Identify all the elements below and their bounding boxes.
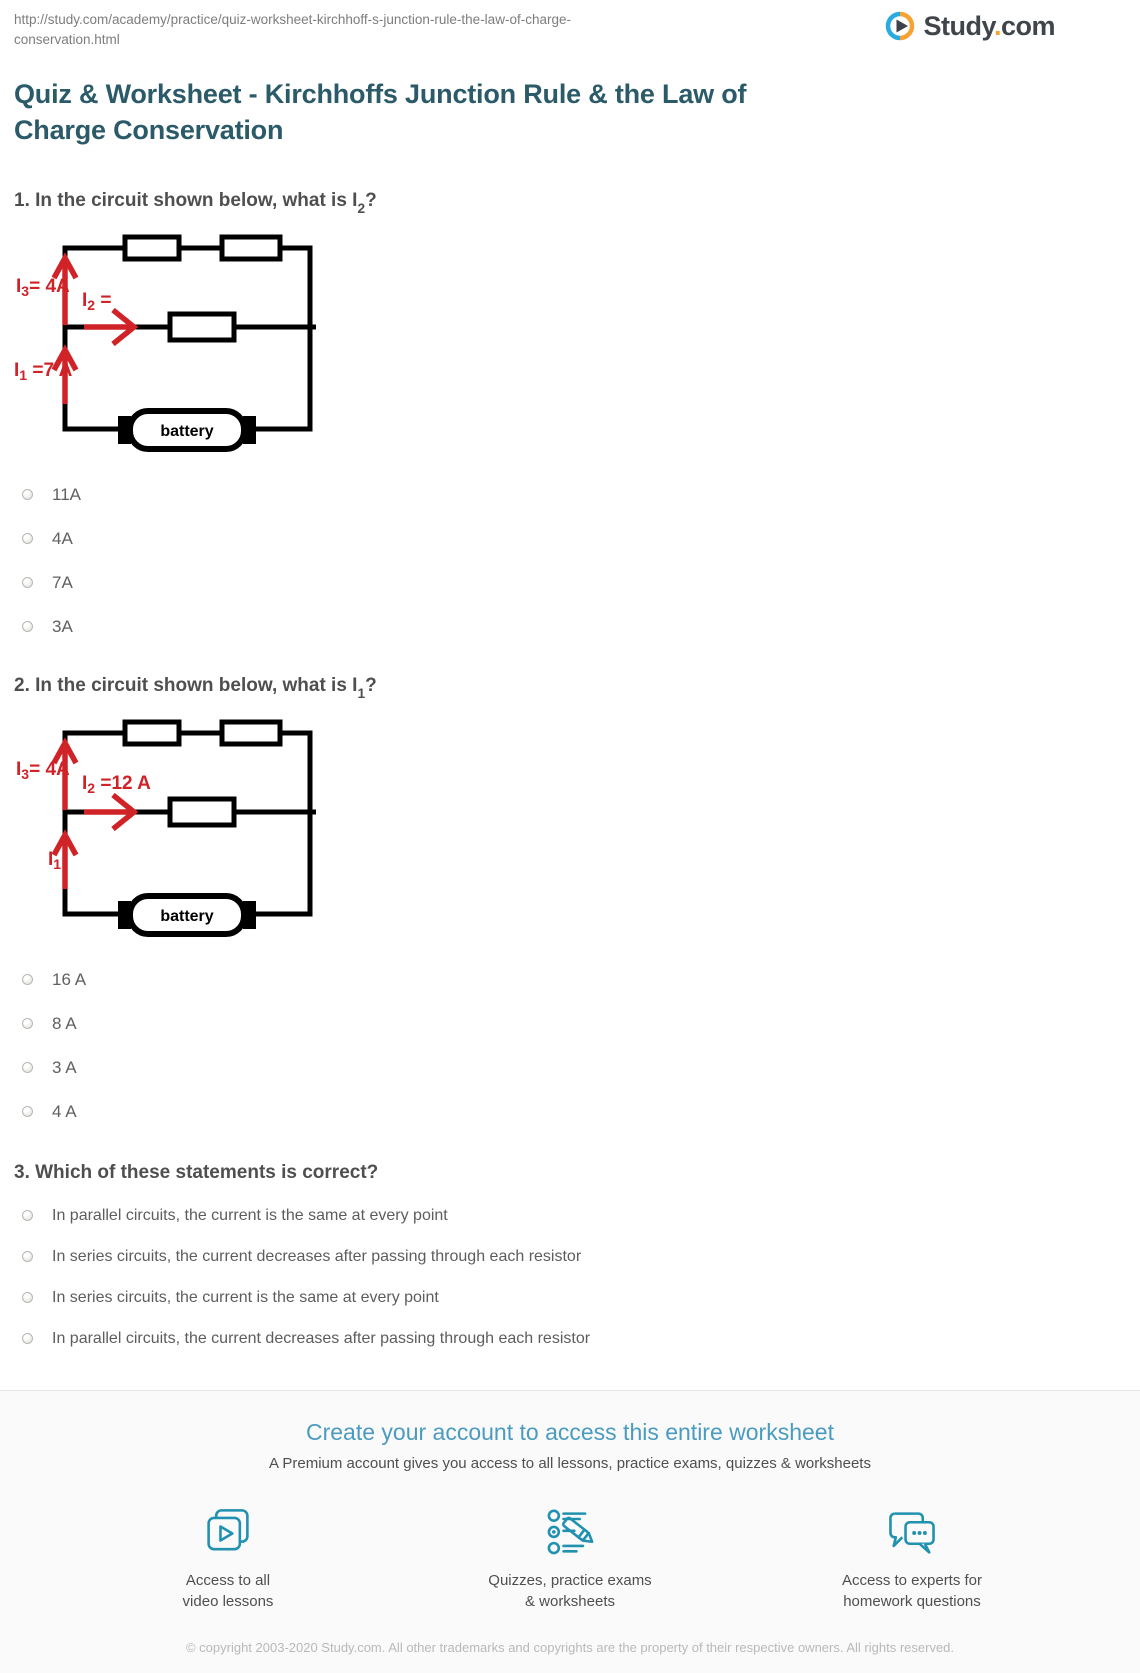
- circuit-diagram-q2: [12, 713, 347, 948]
- radio-button[interactable]: [22, 621, 33, 632]
- option-row[interactable]: [22, 958, 1140, 1002]
- option-row[interactable]: [22, 561, 1140, 605]
- resistor-icon: [125, 237, 179, 259]
- label-i2: $I_2$ =: [82, 289, 112, 313]
- option-row[interactable]: [22, 1002, 1140, 1046]
- radio-button[interactable]: [22, 1018, 33, 1029]
- option-row[interactable]: [22, 1318, 1140, 1359]
- option-label[interactable]: 4A: [52, 528, 73, 548]
- signup-subheading: A Premium account gives you access to all lessons, practice exams, quizzes & worksheets: [269, 1455, 871, 1473]
- resistor-icon: [222, 237, 280, 259]
- feature-expert-help: [812, 1504, 1012, 1612]
- page-header: [0, 0, 1140, 52]
- option-label[interactable]: In parallel circuits, the current is the same at every point: [52, 1206, 448, 1224]
- signup-section: [0, 1390, 1140, 1673]
- option-label[interactable]: 3 A: [52, 1057, 77, 1077]
- option-row[interactable]: [22, 1236, 1140, 1277]
- label-i1: $I_1$: [48, 848, 62, 872]
- studycom-logo[interactable]: [885, 10, 1055, 42]
- option-label[interactable]: 11A: [52, 484, 81, 504]
- feature-label: Access to experts for homework questions: [841, 1572, 983, 1611]
- option-row[interactable]: [22, 473, 1140, 517]
- page-title: Quiz & Worksheet - Kirchhoffs Junction Rule & the Law of Charge Conservation: [14, 79, 747, 145]
- video-lessons-icon: [200, 1505, 256, 1561]
- radio-button[interactable]: [22, 489, 33, 500]
- option-row[interactable]: [22, 517, 1140, 561]
- quizzes-worksheets-icon: [542, 1505, 598, 1561]
- label-i3: $I_3= 4A$: [16, 275, 70, 299]
- question-1-heading: 1. In the circuit shown below, what is $I_2$?: [14, 190, 377, 217]
- resistor-icon: [125, 722, 179, 744]
- battery-label: battery: [160, 907, 214, 925]
- signup-heading[interactable]: Create your account to access this entire worksheet: [306, 1419, 834, 1446]
- radio-button[interactable]: [22, 1210, 33, 1221]
- battery-icon: [118, 896, 256, 934]
- radio-button[interactable]: [22, 1292, 33, 1303]
- option-label[interactable]: 7A: [52, 572, 73, 592]
- battery-icon: [118, 411, 256, 449]
- option-label[interactable]: In series circuits, the current is the same at every point: [52, 1288, 439, 1306]
- radio-button[interactable]: [22, 974, 33, 985]
- resistor-icon: [170, 799, 234, 825]
- question-3-options: [0, 1195, 1140, 1359]
- feature-list: [0, 1504, 1140, 1612]
- option-row[interactable]: [22, 1046, 1140, 1090]
- option-row[interactable]: [22, 1090, 1140, 1134]
- play-circle-icon: [885, 10, 917, 42]
- resistor-icon: [222, 722, 280, 744]
- feature-video-lessons: [128, 1504, 328, 1612]
- option-label[interactable]: 16 A: [52, 969, 87, 989]
- copyright-text: © copyright 2003-2020 Study.com. All other trademarks and copyrights are the property of their respective owners. All rights reserved.: [185, 1640, 955, 1656]
- option-label[interactable]: 3A: [52, 616, 73, 636]
- option-label[interactable]: 8 A: [52, 1013, 77, 1033]
- page-url: http://study.com/academy/practice/quiz-worksheet-kirchhoff-s-junction-rule-the-law-of-charge- conservation.html: [14, 12, 571, 47]
- question-3-heading: 3. Which of these statements is correct?: [14, 1161, 379, 1183]
- page-footer: [0, 1638, 1140, 1658]
- circuit-diagram-q1: [12, 228, 347, 463]
- radio-button[interactable]: [22, 533, 33, 544]
- resistor-icon: [170, 314, 234, 340]
- question-1-options: [0, 473, 1140, 649]
- option-row[interactable]: [22, 1195, 1140, 1236]
- battery-label: battery: [160, 422, 214, 440]
- radio-button[interactable]: [22, 1251, 33, 1262]
- label-i2: $I_2 =12$ A: [82, 772, 151, 796]
- feature-quizzes-worksheets: [470, 1504, 670, 1612]
- question-2-options: [0, 958, 1140, 1134]
- label-i1: $I_1 =7$ A: [14, 359, 73, 383]
- feature-label: Quizzes, practice exams & worksheets: [488, 1572, 652, 1611]
- radio-button[interactable]: [22, 577, 33, 588]
- feature-label: Access to all video lessons: [182, 1572, 274, 1611]
- experts-chat-icon: [884, 1505, 940, 1561]
- option-row[interactable]: [22, 605, 1140, 649]
- logo-text: Study.com: [923, 10, 1055, 41]
- option-label[interactable]: 4 A: [52, 1101, 77, 1121]
- radio-button[interactable]: [22, 1106, 33, 1117]
- radio-button[interactable]: [22, 1062, 33, 1073]
- radio-button[interactable]: [22, 1333, 33, 1344]
- option-label[interactable]: In series circuits, the current decreases after passing through each resistor: [52, 1247, 582, 1265]
- label-i3: $I_3= 4A$: [16, 758, 70, 782]
- worksheet-body: [0, 148, 1140, 1390]
- question-2-heading: 2. In the circuit shown below, what is $I_1$?: [14, 674, 377, 702]
- option-label[interactable]: In parallel circuits, the current decreases after passing through each resistor: [52, 1329, 591, 1347]
- option-row[interactable]: [22, 1277, 1140, 1318]
